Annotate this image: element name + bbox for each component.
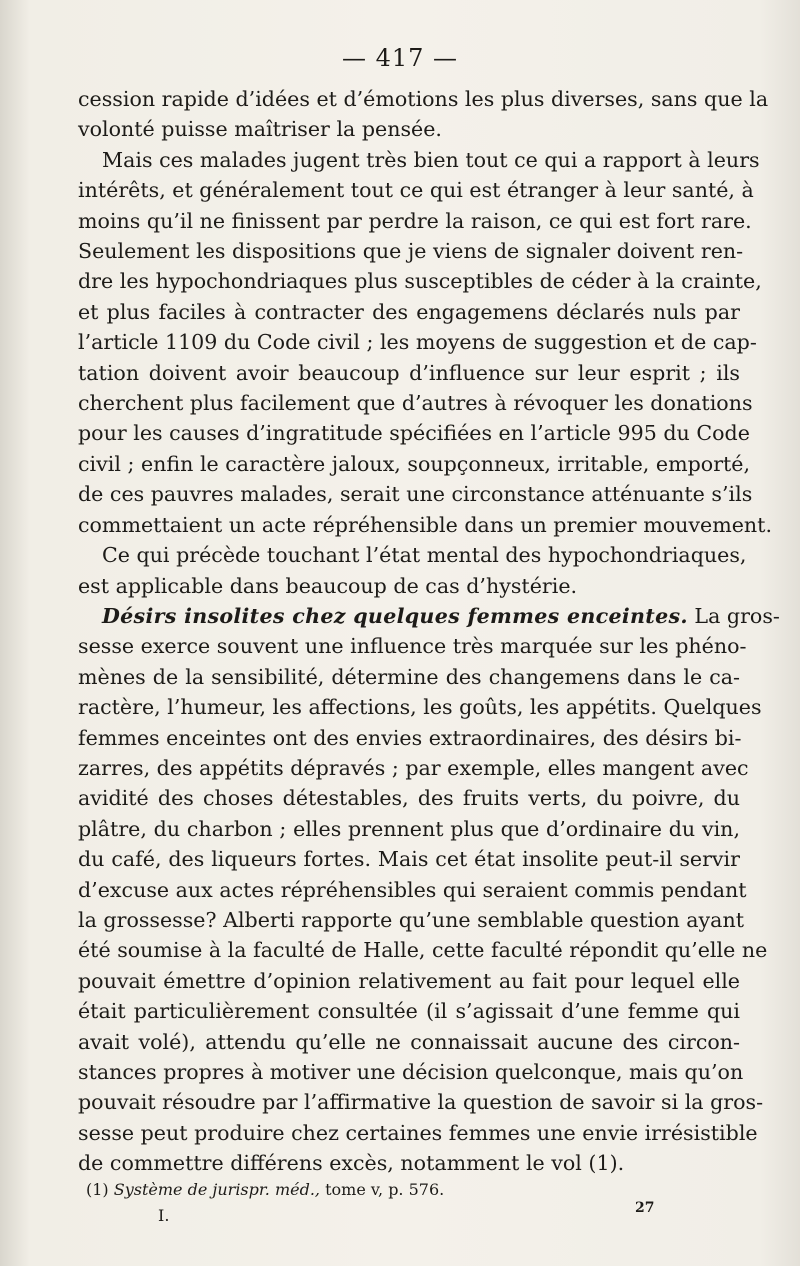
- text-line: est applicable dans beaucoup de cas d’hystérie.: [78, 573, 578, 598]
- text-line: été soumise à la faculté de Halle, cette faculté répondit qu’elle ne: [78, 938, 768, 963]
- text-line: tation doivent avoir beaucoup d’influence sur leur esprit ; ils: [78, 360, 740, 385]
- text-line: était particulièrement consultée (il s’agissait d’une femme qui: [78, 999, 740, 1024]
- text-line: et plus faciles à contracter des engagemens déclarés nuls par: [78, 299, 740, 324]
- text-line: civil ; enfin le caractère jaloux, soupçonneux, irritable, emporté,: [78, 451, 751, 476]
- text-line-italic-heading: [78, 601, 780, 631]
- footnote-reference: tome v, p. 576.: [320, 1180, 445, 1199]
- text-line: du café, des liqueurs fortes. Mais cet état insolite peut-il servir: [78, 847, 740, 872]
- signature-number: 27: [635, 1200, 655, 1216]
- text-line: avait volé), attendu qu’elle ne connaissait aucune des circon-: [78, 1029, 740, 1054]
- text-line: ractère, l’humeur, les affections, les goûts, les appétits. Quelques: [78, 695, 762, 720]
- text-line: l’article 1109 du Code civil ; les moyens de suggestion et de cap-: [78, 330, 757, 355]
- text-line: cession rapide d’idées et d’émotions les plus diverses, sans que la: [78, 87, 769, 111]
- text-line: commettaient un acte répréhensible dans un premier mouvement.: [78, 512, 773, 537]
- text-line: moins qu’il ne finissent par perdre la raison, ce qui est fort rare.: [78, 208, 752, 233]
- body-text: [78, 84, 780, 1179]
- text-line: stances propres à motiver une décision quelconque, mais qu’on: [78, 1060, 744, 1084]
- text-line: sesse exerce souvent une influence très marquée sur les phéno-: [78, 634, 747, 659]
- text-line: femmes enceintes ont des envies extraordinaires, des désirs bi-: [78, 725, 742, 750]
- text-line: dre les hypochondriaques plus susceptibles de céder à la crainte,: [78, 269, 762, 294]
- text-line: mènes de la sensibilité, détermine des changemens dans le ca-: [78, 664, 740, 689]
- text-line: pour les causes d’ingratitude spécifiées en l’article 995 du Code: [78, 421, 750, 446]
- text-line: pouvait émettre d’opinion relativement au fait pour lequel elle: [78, 968, 740, 993]
- text-line: Mais ces malades jugent très bien tout ce qui a rapport à leurs: [102, 147, 760, 172]
- text-line: Seulement les dispositions que je viens de signaler doivent ren-: [78, 239, 744, 264]
- signature-mark: I.: [158, 1206, 170, 1225]
- footnote: [86, 1180, 444, 1199]
- text-line: pouvait résoudre par l’affirmative la question de savoir si la gros-: [78, 1090, 764, 1115]
- footnote-source: Système de jurispr. méd.,: [113, 1180, 320, 1199]
- text-line: de ces pauvres malades, serait une circonstance atténuante s’ils: [78, 482, 753, 507]
- section-heading: Désirs insolites chez quelques femmes enceintes.: [102, 603, 688, 628]
- text-line: Ce qui précède touchant l’état mental des hypochondriaques,: [102, 543, 747, 568]
- text-line: sesse peut produire chez certaines femmes une envie irrésistible: [78, 1120, 758, 1145]
- text-line: de commettre différens excès, notamment le vol (1).: [78, 1151, 625, 1176]
- text-line: plâtre, du charbon ; elles prennent plus que d’ordinaire du vin,: [78, 816, 740, 841]
- text-line: cherchent plus facilement que d’autres à révoquer les donations: [78, 391, 753, 416]
- page-number-header: — 417 —: [341, 44, 459, 72]
- text-line: intérêts, et généralement tout ce qui est étranger à leur santé, à: [78, 178, 754, 203]
- text-line: d’excuse aux actes répréhensibles qui seraient commis pendant: [78, 877, 747, 902]
- text-line: avidité des choses détestables, des fruits verts, du poivre, du: [78, 786, 740, 811]
- text-line: volonté puisse maîtriser la pensée.: [78, 117, 442, 142]
- text-line: la grossesse? Alberti rapporte qu’une semblable question ayant: [78, 907, 744, 932]
- heading-tail: La gros-: [687, 603, 780, 628]
- text-line: zarres, des appétits dépravés ; par exemple, elles mangent avec: [78, 755, 749, 780]
- footnote-marker: (1): [86, 1180, 109, 1199]
